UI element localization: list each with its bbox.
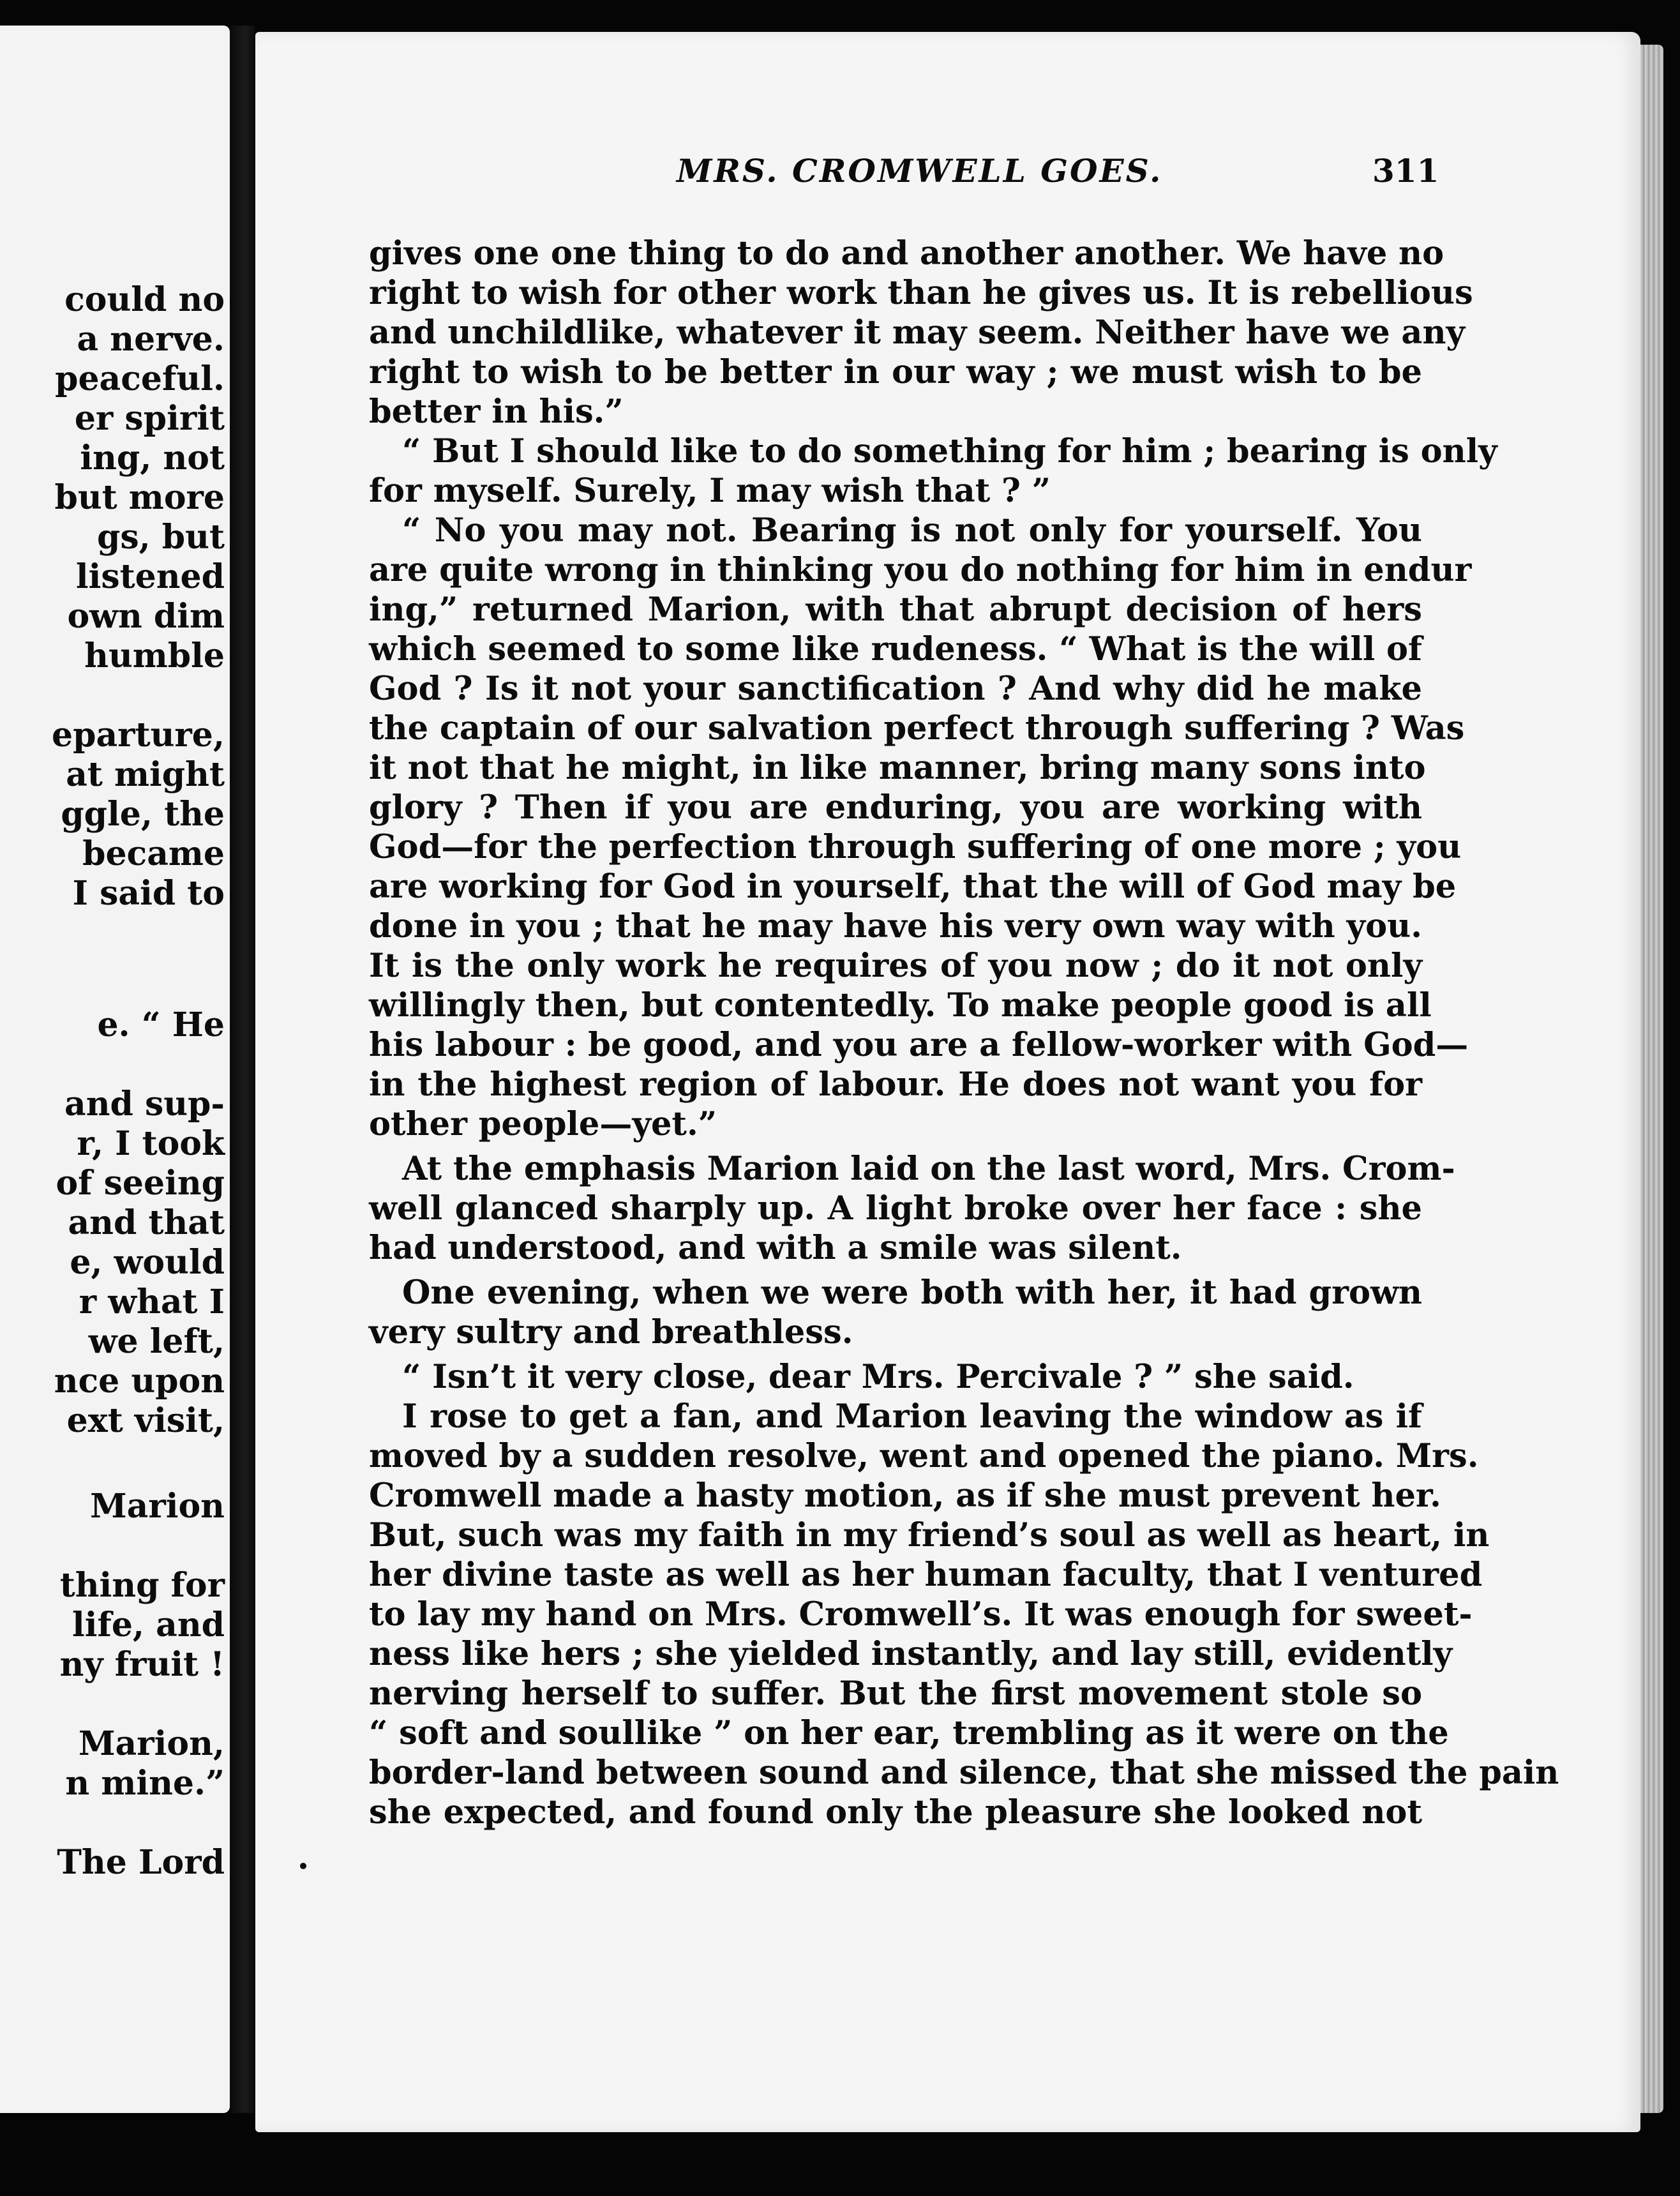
text-line: willingly then, but contentedly. To make people good is all [369, 986, 1432, 1025]
left-page-line: gs, but [96, 518, 225, 557]
text-line: in the highest region of labour. He does not want you for [369, 1065, 1422, 1104]
text-line: right to wish for other work than he gives us. It is rebellious [369, 274, 1473, 312]
text-line: right to wish to be better in our way ; we must wish to be [369, 353, 1422, 391]
text-line: her divine taste as well as her human faculty, that I ventured [369, 1556, 1483, 1594]
page-number: 311 [1372, 152, 1439, 190]
left-page-line: ext visit, [66, 1401, 225, 1440]
text-line: nerving herself to suffer. But the first movement stole so [369, 1674, 1422, 1713]
text-line: which seemed to some like rudeness. “ What is the will of [369, 630, 1422, 668]
left-page-line: and that [68, 1203, 225, 1242]
text-line: had understood, and with a smile was silent. [369, 1229, 1182, 1267]
left-page-line: thing for [59, 1566, 225, 1605]
left-page-line: and sup- [64, 1085, 225, 1124]
text-line: the captain of our salvation perfect through suffering ? Was [369, 709, 1465, 748]
left-page-line: ing, not [80, 439, 225, 478]
text-line: and unchildlike, whatever it may seem. Neither have we any [369, 313, 1466, 352]
left-page-line: Marion [90, 1487, 225, 1526]
text-line: God ? Is it not your sanctification ? And why did he make [369, 670, 1422, 708]
left-page-line: e, would [70, 1243, 225, 1282]
left-page-line: eparture, [52, 716, 225, 755]
text-line: are quite wrong in thinking you do nothing for him in endur [369, 551, 1472, 589]
left-page-line: we left, [88, 1322, 225, 1361]
left-page-line: at might [66, 755, 225, 794]
left-page-line: became [82, 834, 225, 873]
text-line: One evening, when we were both with her, it had grown [402, 1274, 1422, 1312]
text-line: well glanced sharply up. A light broke over her face : she [369, 1189, 1422, 1228]
left-page-line: r, I took [77, 1124, 225, 1163]
text-line: to lay my hand on Mrs. Cromwell’s. It was enough for sweet- [369, 1595, 1473, 1634]
text-line: “ soft and soullike ” on her ear, trembling as it were on the [369, 1714, 1449, 1752]
text-line: Cromwell made a hasty motion, as if she must prevent her. [369, 1477, 1441, 1515]
book-gutter [230, 26, 255, 2113]
text-line: she expected, and found only the pleasure she looked not [369, 1793, 1422, 1831]
left-page-line: er spirit [74, 399, 225, 438]
left-page-line: Marion, [79, 1724, 225, 1763]
text-line: At the emphasis Marion laid on the last word, Mrs. Crom- [402, 1150, 1455, 1188]
left-page-line: of seeing [56, 1164, 225, 1203]
text-line: I rose to get a fan, and Marion leaving the window as if [402, 1397, 1422, 1436]
text-line: God—for the perfection through suffering of one more ; you [369, 828, 1462, 866]
left-page-line: could no [64, 280, 225, 319]
text-line: It is the only work he requires of you now ; do it not only [369, 947, 1422, 985]
left-page-line: a nerve. [77, 320, 225, 359]
running-title: MRS. CROMWELL GOES. [677, 152, 1163, 190]
text-line: “ No you may not. Bearing is not only for yourself. You [402, 511, 1422, 550]
text-line: But, such was my faith in my friend’s soul as well as heart, in [369, 1516, 1490, 1554]
text-line: his labour : be good, and you are a fellow-worker with God— [369, 1026, 1469, 1064]
text-line: very sultry and breathless. [369, 1313, 853, 1351]
text-line: done in you ; that he may have his very own way with you. [369, 907, 1422, 945]
left-page-line: e. “ He [97, 1005, 225, 1044]
text-line: it not that he might, in like manner, bring many sons into [369, 749, 1426, 787]
text-line: glory ? Then if you are enduring, you are working with [369, 788, 1422, 827]
text-line: ing,” returned Marion, with that abrupt decision of hers [369, 590, 1422, 629]
ink-dot [300, 1863, 306, 1869]
left-page-line: n mine.” [65, 1764, 225, 1803]
left-page-line: ggle, the [61, 795, 225, 834]
text-line: gives one one thing to do and another another. We have no [369, 234, 1444, 273]
text-line: other people—yet.” [369, 1105, 717, 1143]
left-page-line: humble [84, 636, 225, 675]
text-line: moved by a sudden resolve, went and opened the piano. Mrs. [369, 1437, 1479, 1475]
text-line: “ Isn’t it very close, dear Mrs. Percivale ? ” she said. [402, 1358, 1354, 1396]
page-edges [1640, 45, 1663, 2113]
left-page-line: life, and [71, 1606, 225, 1644]
text-line: ness like hers ; she yielded instantly, and lay still, evidently [369, 1635, 1453, 1673]
text-line: for myself. Surely, I may wish that ? ” [369, 472, 1051, 510]
left-page-line: but more [54, 478, 225, 517]
left-page-line: r what I [79, 1282, 225, 1321]
text-line: border-land between sound and silence, that she missed the pain [369, 1754, 1559, 1792]
left-page [0, 26, 230, 2113]
left-page-line: nce upon [54, 1362, 225, 1401]
text-line: are working for God in yourself, that the will of God may be [369, 868, 1457, 906]
left-page-line: The Lord [57, 1843, 225, 1882]
text-line: “ But I should like to do something for him ; bearing is only [402, 432, 1497, 470]
left-page-line: ny fruit ! [59, 1645, 225, 1684]
left-page-line: I said to [72, 874, 225, 913]
left-page-line: own dim [67, 597, 225, 636]
text-line: better in his.” [369, 393, 624, 431]
left-page-line: peaceful. [55, 359, 225, 398]
left-page-line: listened [75, 557, 225, 596]
